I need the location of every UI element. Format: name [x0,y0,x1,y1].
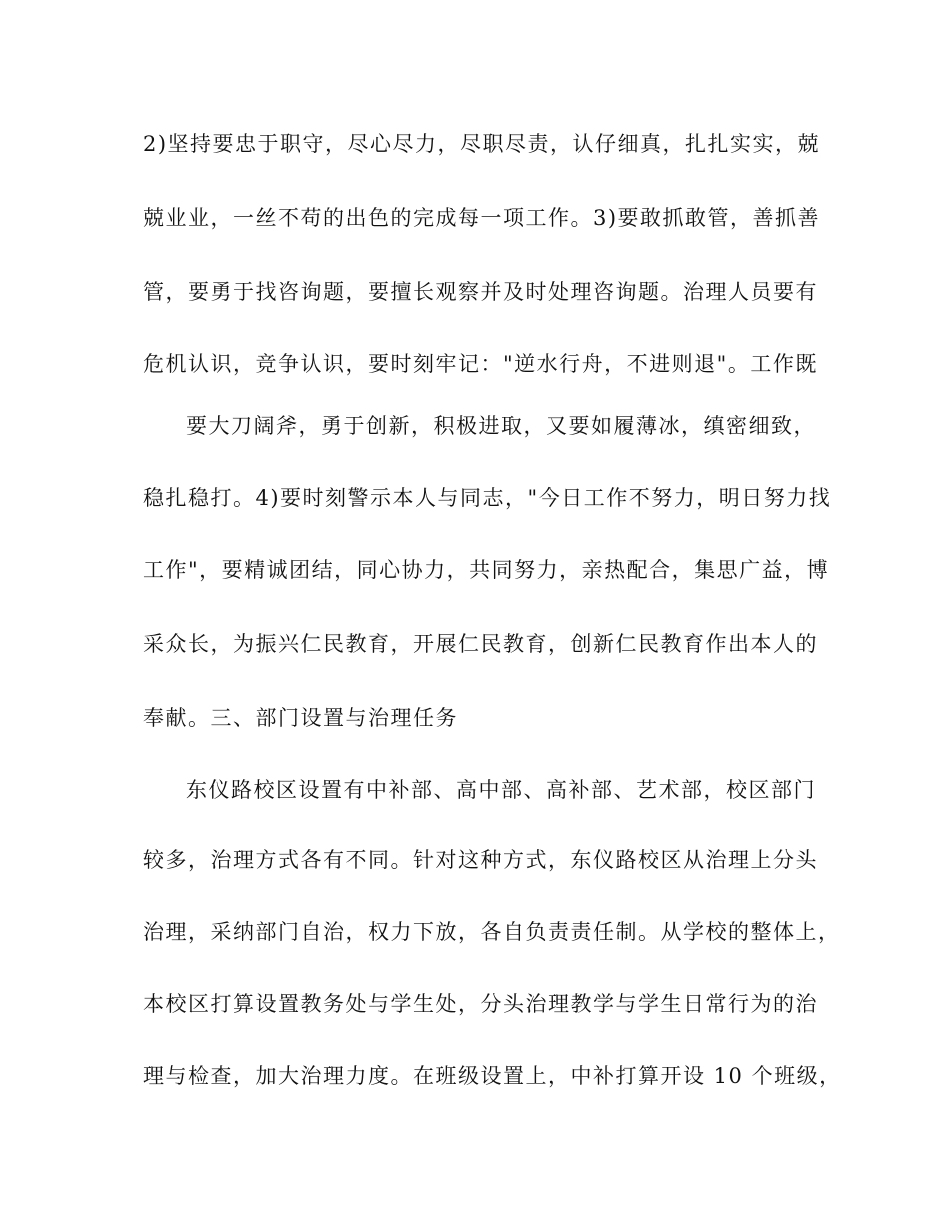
paragraph-start-line: 东仪路校区设置有中补部、高中部、高补部、艺术部，校区部门 [186,778,816,802]
text-line: 工作"，要精诚团结，同心协力，共同努力，亲热配合，集思广益，博 [143,558,830,582]
text-line: 本校区打算设置教务处与学生处，分头治理教学与学生日常行为的治 [143,992,818,1016]
text-line: 理与检查，加大治理力度。在班级设置上，中补打算开设 10 个班级， [143,1064,842,1088]
text-line: 治理，采纳部门自治，权力下放，各自负责责任制。从学校的整体上， [143,920,841,944]
text-line: 管，要勇于找咨询题，要擅长观察并及时处理咨询题。治理人员要有 [143,280,818,304]
text-line: 危机认识，竞争认识，要时刻牢记："逆水行舟，不进则退"。工作既 [143,352,818,376]
section-heading-line: 奉献。三、部门设置与治理任务 [143,706,458,730]
text-line: 2)坚持要忠于职守，尽心尽力，尽职尽责，认仔细真，扎扎实实，兢 [143,132,821,156]
text-line: 采众长，为振兴仁民教育，开展仁民教育，创新仁民教育作出本人的 [143,632,818,656]
text-line: 兢业业，一丝不苟的出色的完成每一项工作。3)要敢抓敢管，善抓善 [143,206,821,230]
text-line: 较多，治理方式各有不同。针对这种方式，东仪路校区从治理上分头 [143,848,818,872]
text-line: 稳扎稳打。4)要时刻警示本人与同志，"今日工作不努力，明日努力找 [143,486,832,510]
paragraph-start-line: 要大刀阔斧，勇于创新，积极进取，又要如履薄冰，缜密细致， [186,414,816,438]
